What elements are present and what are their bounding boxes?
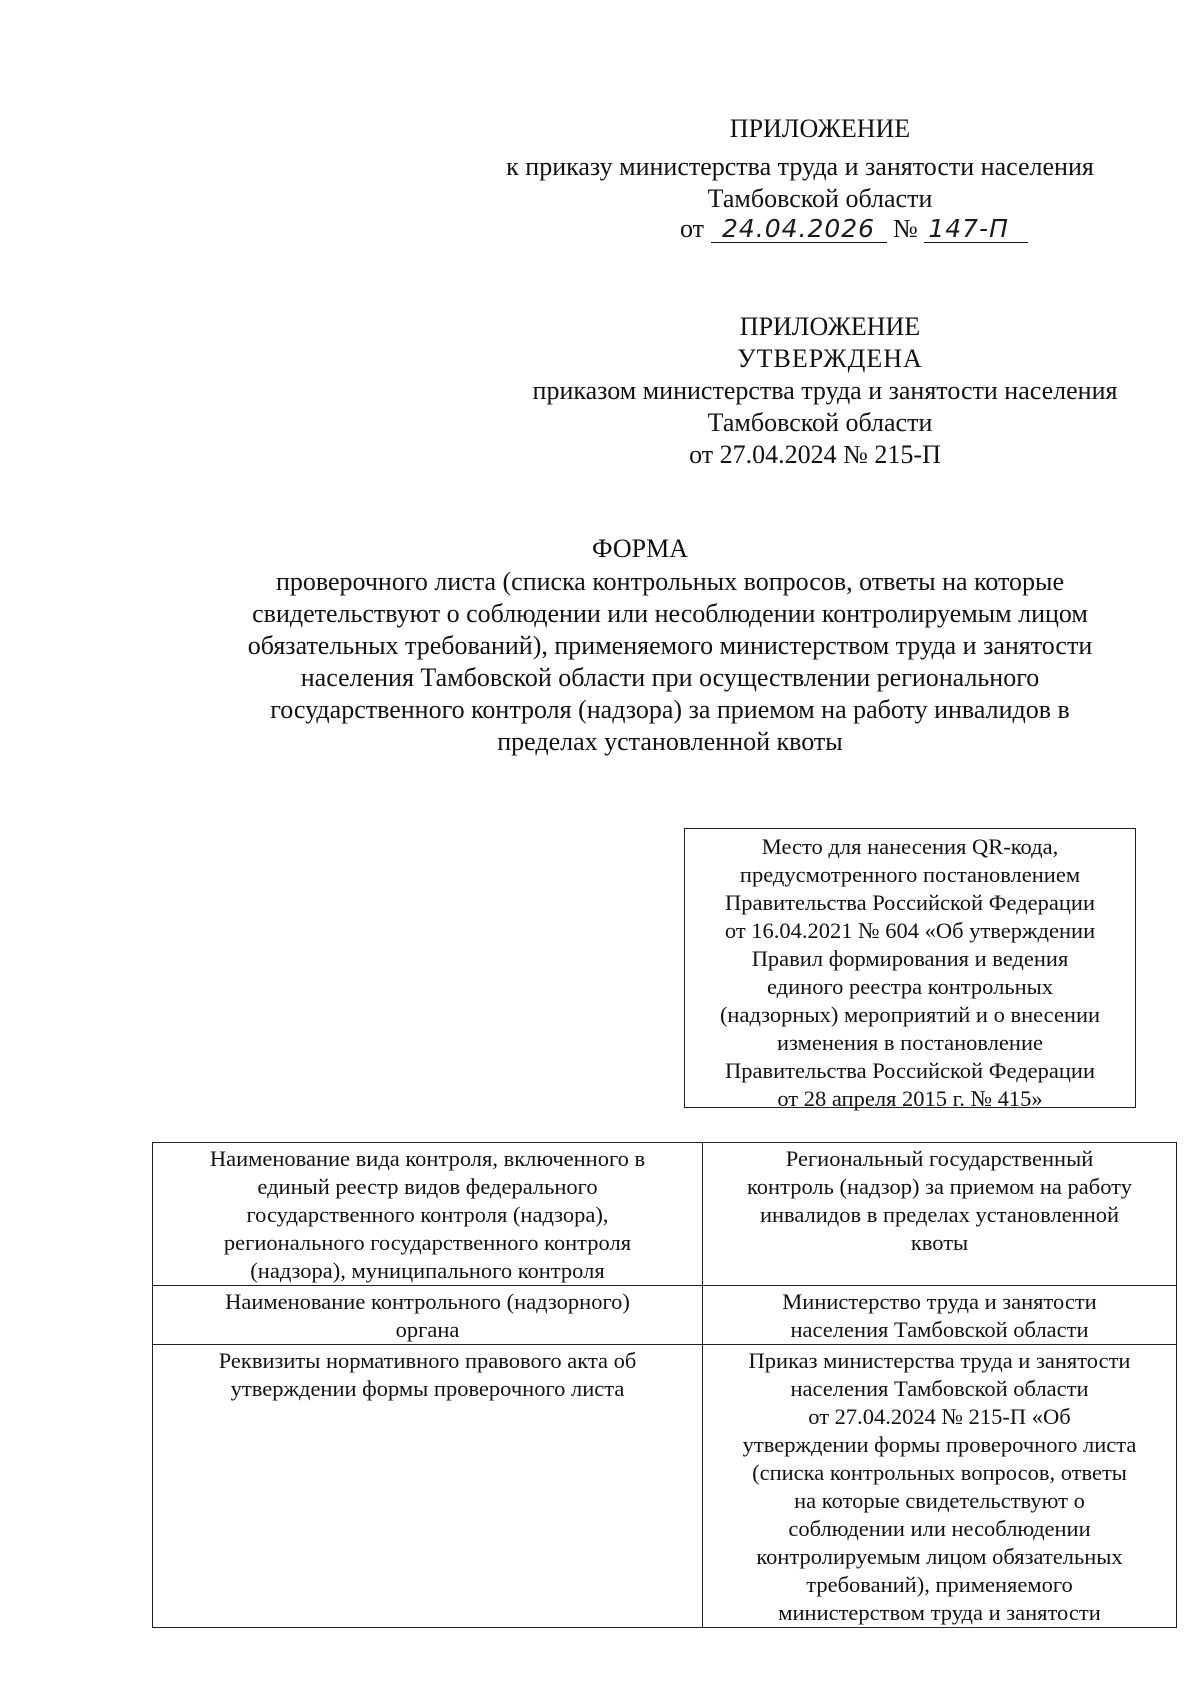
table-row [153, 1345, 1177, 1628]
cell-line: инвалидов в пределах установленной [759, 1202, 1120, 1227]
cell-line: контролируемым лицом обязательных [756, 1544, 1123, 1569]
table-cell-label [153, 1143, 703, 1286]
approved-order-line: приказом министерства труда и занятости населения [532, 376, 1118, 405]
cell-line: Наименование вида контроля, включенного в [209, 1146, 646, 1171]
cell-line: утверждении формы проверочного листа [742, 1432, 1137, 1457]
date-prefix: от [680, 214, 705, 243]
table-cell-label [153, 1345, 703, 1628]
form-title: ФОРМА [592, 534, 688, 563]
form-description-line: пределах установленной квоты [497, 727, 843, 756]
approved-label: УТВЕРЖДЕНА [737, 344, 923, 373]
table-cell-value [703, 1143, 1177, 1286]
cell-line: от 27.04.2024 № 215-П «Об [808, 1404, 1071, 1429]
table-cell-value [703, 1345, 1177, 1628]
form-description-line: свидетельствуют о соблюдении или несоблюдении контролируемым лицом [252, 599, 1088, 628]
cell-line: соблюдении или несоблюдении [788, 1516, 1091, 1541]
qr-box-line: (надзорных) мероприятий и о внесении [719, 1002, 1101, 1027]
cell-line: контроль (надзор) за приемом на работу [747, 1174, 1132, 1199]
appendix-date-number-line [680, 212, 1028, 246]
appendix-title: ПРИЛОЖЕНИЕ [729, 114, 911, 143]
qr-box-line: Правительства Российской Федерации [725, 890, 1095, 915]
form-description [190, 566, 1150, 758]
qr-box-line: Правил формирования и ведения [751, 946, 1069, 971]
handwritten-date: 24.04.2026 [711, 216, 887, 243]
form-description-line: государственного контроля (надзора) за приемом на работу инвалидов в [270, 695, 1070, 724]
qr-box-line: от 28 апреля 2015 г. № 415» [777, 1086, 1043, 1111]
handwritten-number: 147-П [924, 216, 1028, 243]
cell-line: утверждении формы проверочного листа [230, 1376, 625, 1401]
form-description-line: проверочного листа (списка контрольных вопросов, ответы на которые [275, 567, 1065, 596]
qr-box-line: Место для нанесения QR-кода, [761, 834, 1059, 859]
appendix-region-line: Тамбовской области [707, 184, 933, 213]
cell-line: государственного контроля (надзора), [246, 1202, 609, 1227]
appendix-order-line: к приказу министерства труда и занятости населения [506, 152, 1094, 181]
cell-line: Министерство труда и занятости [782, 1289, 1097, 1314]
cell-line: на которые свидетельствуют о [794, 1488, 1085, 1513]
qr-box-line: Правительства Российской Федерации [725, 1058, 1095, 1083]
control-info-table [152, 1142, 1177, 1628]
cell-line: (надзора), муниципального контроля [250, 1258, 605, 1283]
table-row [153, 1143, 1177, 1286]
table-cell-label [153, 1286, 703, 1345]
cell-line: требований), применяемого [806, 1572, 1073, 1597]
table-cell-value [703, 1286, 1177, 1345]
qr-box-line: предусмотренного постановлением [739, 862, 1081, 887]
cell-line: органа [395, 1317, 460, 1342]
approved-date-number-line: от 27.04.2024 № 215-П [689, 440, 941, 469]
cell-line: регионального государственного контроля [223, 1230, 632, 1255]
cell-line: квоты [910, 1230, 969, 1255]
cell-line: министерством труда и занятости [778, 1600, 1101, 1625]
qr-box-line: изменения в постановление [776, 1030, 1043, 1055]
cell-line: Региональный государственный [785, 1146, 1094, 1171]
cell-line: населения Тамбовской области [790, 1376, 1089, 1401]
cell-line: Наименование контрольного (надзорного) [225, 1289, 630, 1314]
approved-appendix-title: ПРИЛОЖЕНИЕ [739, 312, 921, 341]
approved-region-line: Тамбовской области [707, 408, 933, 437]
qr-code-placeholder-box [684, 828, 1136, 1111]
form-description-line: населения Тамбовской области при осуществлении регионального [300, 663, 1040, 692]
form-description-line: обязательных требований), применяемого министерством труда и занятости [247, 631, 1093, 660]
table-row [153, 1286, 1177, 1345]
cell-line: (списка контрольных вопросов, ответы [752, 1460, 1127, 1485]
qr-box-line: от 16.04.2021 № 604 «Об утверждении [724, 918, 1096, 943]
cell-line: единый реестр видов федерального [257, 1174, 598, 1199]
cell-line: Приказ министерства труда и занятости [748, 1348, 1131, 1373]
cell-line: населения Тамбовской области [790, 1317, 1089, 1342]
qr-box-line: единого реестра контрольных [766, 974, 1054, 999]
number-prefix: № [893, 214, 918, 243]
cell-line: Реквизиты нормативного правового акта об [218, 1348, 637, 1373]
